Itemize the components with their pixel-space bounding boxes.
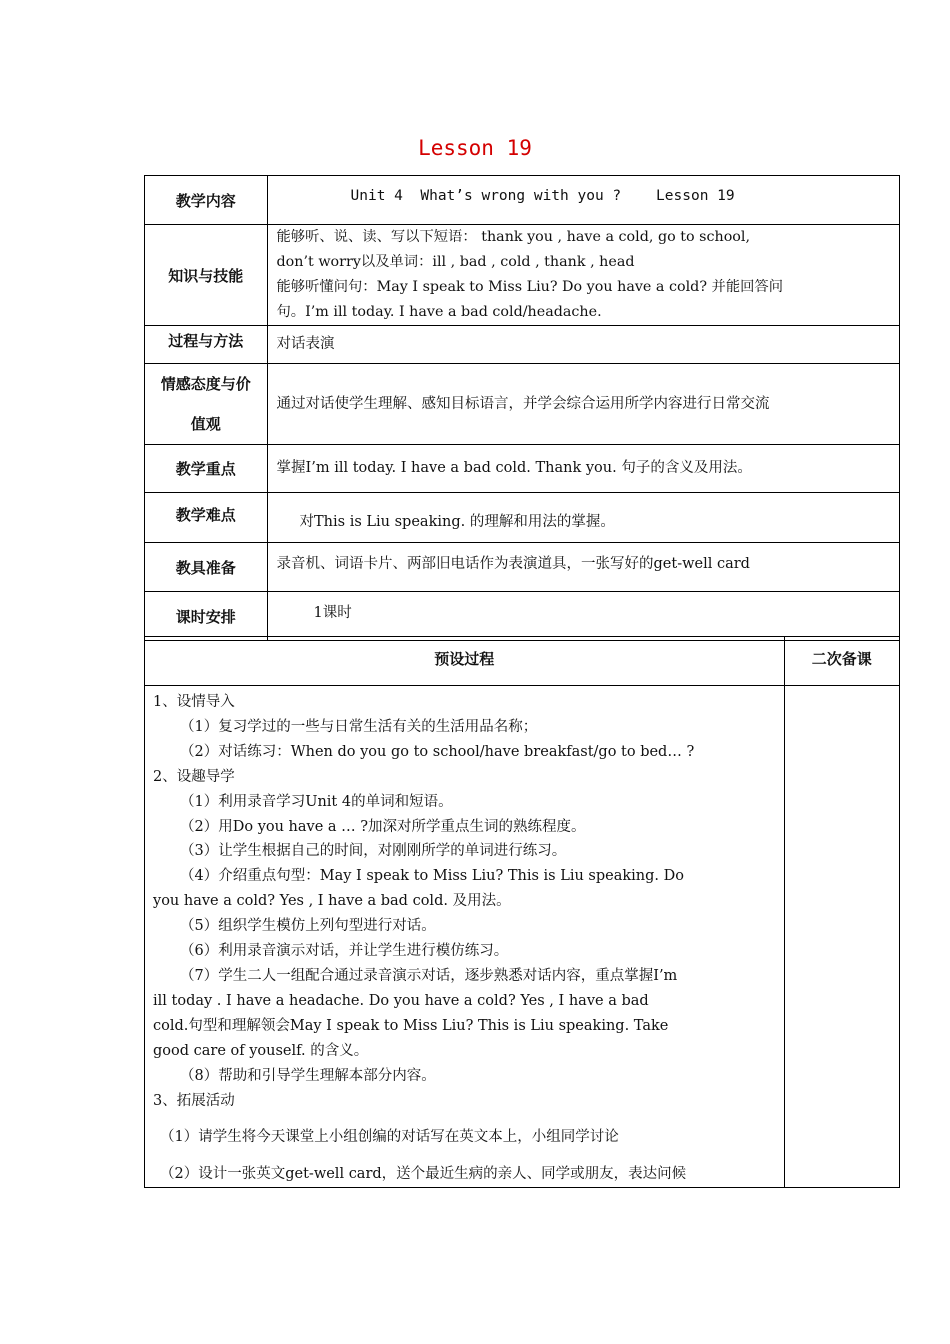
process-table bbox=[144, 636, 900, 1188]
list-item: good care of youself. 的含义。 bbox=[153, 1042, 369, 1059]
process-header: 预设过程 bbox=[145, 637, 785, 686]
list-item: （7）学生二人一组配合通过录音演示对话，逐步熟悉对话内容，重点掌握I’m bbox=[180, 967, 678, 984]
row-value bbox=[267, 493, 899, 543]
lesson-info-table bbox=[144, 175, 900, 641]
list-item: （1）利用录音学习Unit 4的单词和短语。 bbox=[180, 793, 453, 810]
table-row bbox=[145, 686, 900, 1188]
row-label: 课时安排 bbox=[145, 592, 268, 641]
list-item: （2）对话练习：When do you go to school/have breakfast/go to bed… ? bbox=[180, 743, 695, 760]
table-row bbox=[145, 592, 900, 641]
table-row bbox=[145, 543, 900, 592]
row-value bbox=[267, 326, 899, 364]
row-value-line: 对This is Liu speaking. 的理解和用法的掌握。 bbox=[299, 514, 615, 530]
row-value bbox=[267, 364, 899, 445]
list-item: （8）帮助和引导学生理解本部分内容。 bbox=[180, 1067, 436, 1084]
table-row bbox=[145, 445, 900, 493]
row-value bbox=[267, 543, 899, 592]
row-label: 教具准备 bbox=[145, 543, 268, 592]
row-value-line: don’t worry以及单词：ill , bad , cold , thank , head bbox=[276, 254, 635, 270]
row-label: 教学难点 bbox=[145, 493, 268, 543]
list-item: 1、设情导入 bbox=[153, 694, 235, 710]
second-prep-cell bbox=[784, 686, 899, 1188]
row-value-line: 掌握I’m ill today. I have a bad cold. Thank you. 句子的含义及用法。 bbox=[276, 460, 752, 476]
page-title: Lesson 19 bbox=[418, 136, 532, 160]
row-label-line: 值观 bbox=[190, 415, 221, 433]
list-item: you have a cold? Yes , I have a bad cold. 及用法。 bbox=[153, 893, 511, 910]
table-row bbox=[145, 176, 900, 225]
list-item: 3、拓展活动 bbox=[153, 1092, 235, 1109]
row-value-line: Unit 4 What’s wrong with you ? Lesson 19 bbox=[350, 188, 735, 204]
list-item: 2、设趣导学 bbox=[153, 768, 235, 785]
row-value bbox=[267, 445, 899, 493]
row-label: 过程与方法 bbox=[145, 326, 268, 364]
list-item: （4）介绍重点句型：May I speak to Miss Liu? This is Liu speaking. Do bbox=[180, 868, 684, 885]
table-row bbox=[145, 326, 900, 364]
row-value-line: 能够听、说、读、写以下短语： thank you , have a cold, go to school, bbox=[276, 229, 751, 245]
row-label bbox=[145, 364, 268, 445]
row-value-line: 1课时 bbox=[313, 605, 352, 621]
row-value-line: 句。I’m ill today. I have a bad cold/headache. bbox=[276, 304, 602, 320]
list-item: （6）利用录音演示对话，并让学生进行模仿练习。 bbox=[180, 943, 509, 960]
row-label: 知识与技能 bbox=[145, 225, 268, 326]
table-row bbox=[145, 225, 900, 326]
row-label-line: 情感态度与价 bbox=[160, 375, 251, 393]
list-item: （1）复习学过的一些与日常生活有关的生活用品名称； bbox=[180, 718, 538, 735]
row-value bbox=[267, 225, 899, 326]
row-value-line: 能够听懂问句：May I speak to Miss Liu? Do you have a cold? 并能回答问 bbox=[276, 279, 784, 295]
row-value bbox=[267, 176, 899, 225]
table-row bbox=[145, 364, 900, 445]
list-item: （1）请学生将今天课堂上小组创编的对话写在英文本上，小组同学讨论 bbox=[160, 1129, 619, 1146]
row-value-line: 通过对话使学生理解、感知目标语言，并学会综合运用所学内容进行日常交流 bbox=[276, 395, 770, 412]
list-item: （2）设计一张英文get-well card，送个最近生病的亲人、同学或朋友，表达问候 bbox=[160, 1166, 687, 1183]
table-row bbox=[145, 493, 900, 543]
row-value-line: 录音机、词语卡片、两部旧电话作为表演道具，一张写好的get-well card bbox=[276, 556, 750, 572]
row-value-line: 对话表演 bbox=[276, 336, 335, 352]
row-value bbox=[267, 592, 899, 641]
table-row bbox=[145, 637, 900, 686]
row-label: 教学内容 bbox=[145, 176, 268, 225]
second-prep-header: 二次备课 bbox=[784, 637, 899, 686]
list-item: cold.句型和理解领会May I speak to Miss Liu? This is Liu speaking. Take bbox=[153, 1017, 669, 1034]
process-content bbox=[145, 686, 785, 1188]
list-item: （5）组织学生模仿上列句型进行对话。 bbox=[180, 918, 436, 935]
row-label: 教学重点 bbox=[145, 445, 268, 493]
list-item: （3）让学生根据自己的时间，对刚刚所学的单词进行练习。 bbox=[180, 843, 567, 860]
list-item: ill today . I have a headache. Do you have a cold? Yes , I have a bad bbox=[153, 992, 649, 1009]
list-item: （2）用Do you have a … ?加深对所学重点生词的熟练程度。 bbox=[180, 818, 586, 835]
